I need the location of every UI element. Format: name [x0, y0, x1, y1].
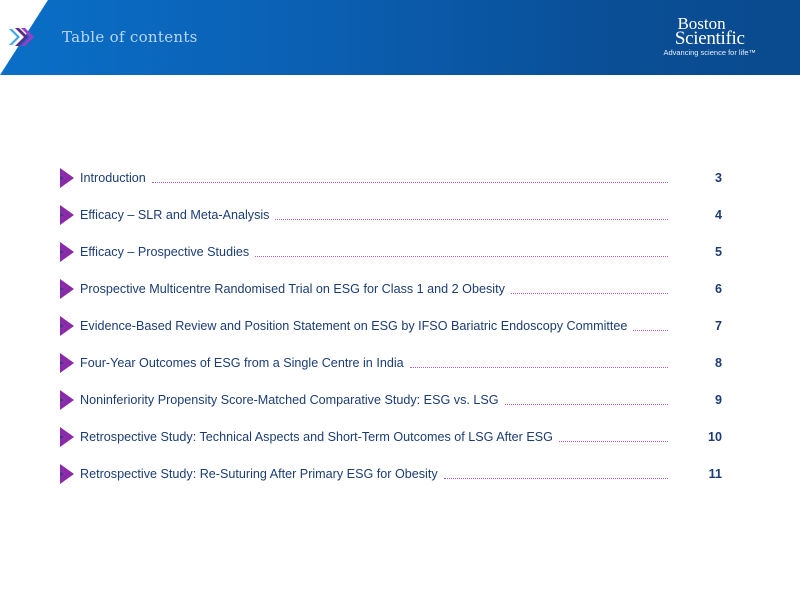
toc-entry-title: Retrospective Study: Technical Aspects and Short-Term Outcomes of LSG After ESG — [80, 430, 553, 445]
toc-entry-title: Retrospective Study: Re-Suturing After Primary ESG for Obesity — [80, 467, 438, 482]
toc-entry-page: 11 — [708, 467, 722, 482]
chevron-right-icon — [60, 205, 74, 225]
chevron-right-icon — [60, 353, 74, 373]
dotted-leader — [255, 255, 668, 257]
dotted-leader — [410, 366, 668, 368]
dotted-leader — [633, 329, 668, 331]
toc-entry[interactable] — [60, 159, 740, 196]
chevron-right-icon — [60, 279, 74, 299]
toc-entry-page: 5 — [714, 244, 722, 259]
logo-tagline: Advancing science for life™ — [663, 48, 756, 57]
toc-entry-title: Efficacy – SLR and Meta-Analysis — [80, 207, 270, 222]
toc-entry-title: Introduction — [80, 170, 146, 185]
toc-entry[interactable] — [60, 196, 740, 233]
toc-entry-page: 8 — [714, 356, 722, 371]
dotted-leader — [511, 292, 668, 294]
toc-entry[interactable] — [60, 419, 740, 456]
toc-entry-page: 4 — [714, 207, 722, 222]
page-title: Table of contents — [62, 28, 198, 46]
toc-entry-page: 3 — [714, 170, 722, 185]
dotted-leader — [559, 440, 668, 442]
table-of-contents — [60, 159, 740, 493]
header-bar — [0, 0, 800, 75]
logo-line-1: Boston — [677, 14, 726, 33]
chevron-right-icon — [60, 316, 74, 336]
toc-entry-title: Evidence-Based Review and Position Statement on ESG by IFSO Bariatric Endoscopy Committee — [80, 318, 628, 333]
toc-entry-page: 6 — [714, 281, 722, 296]
dotted-leader — [275, 218, 668, 220]
toc-entry[interactable] — [60, 456, 740, 493]
toc-entry-title: Efficacy – Prospective Studies — [80, 244, 250, 259]
logo-line-2: Scientific — [674, 28, 745, 49]
toc-entry[interactable] — [60, 270, 740, 307]
dotted-leader — [152, 181, 668, 183]
dotted-leader — [444, 477, 668, 479]
dotted-leader — [505, 403, 668, 405]
brand-chevrons-icon — [9, 27, 37, 47]
toc-entry[interactable] — [60, 382, 740, 419]
chevron-right-icon — [60, 464, 74, 484]
toc-entry-page: 9 — [714, 393, 722, 408]
toc-entry-page: 10 — [707, 430, 722, 445]
toc-entry[interactable] — [60, 233, 740, 270]
toc-entry[interactable] — [60, 344, 740, 381]
toc-entry-title: Noninferiority Propensity Score-Matched Comparative Study: ESG vs. LSG — [80, 393, 499, 408]
toc-entry-title: Four-Year Outcomes of ESG from a Single Centre in India — [80, 356, 404, 371]
chevron-right-icon — [60, 427, 74, 447]
boston-scientific-logo — [663, 16, 756, 57]
toc-entry[interactable] — [60, 307, 740, 344]
chevron-right-icon — [60, 168, 74, 188]
toc-entry-page: 7 — [714, 318, 722, 333]
chevron-right-icon — [60, 390, 74, 410]
chevron-right-icon — [60, 242, 74, 262]
toc-entry-title: Prospective Multicentre Randomised Trial on ESG for Class 1 and 2 Obesity — [80, 281, 505, 296]
